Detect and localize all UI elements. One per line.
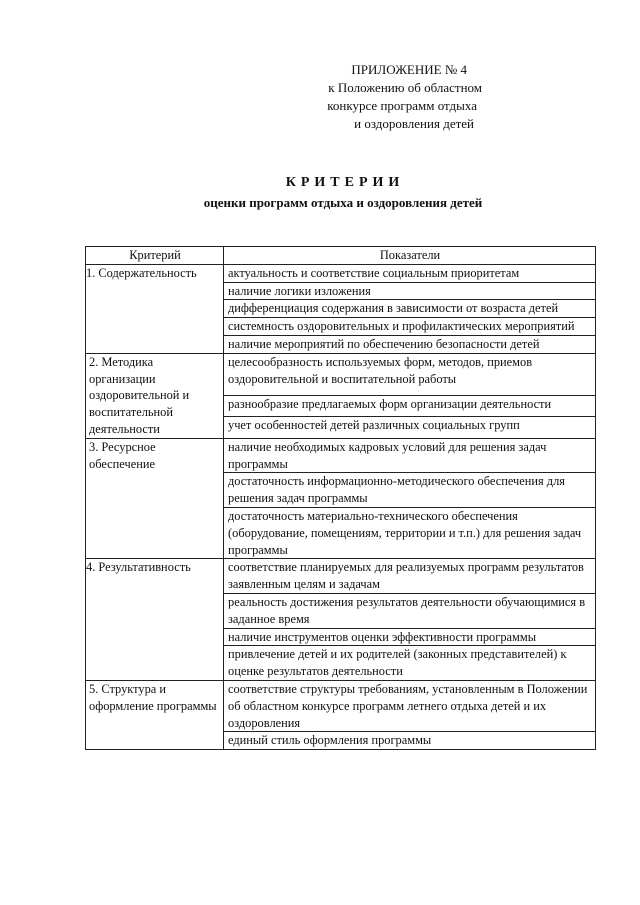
document-title: КРИТЕРИИ xyxy=(285,175,405,190)
indicator-cell: учет особенностей детей различных социальных групп xyxy=(224,417,596,439)
indicator-cell: единый стиль оформления программы xyxy=(224,732,596,750)
table-row xyxy=(86,438,596,473)
criterion-cell: 5. Структура и оформление программы xyxy=(86,680,224,749)
indicator-cell: наличие инструментов оценки эффективности программы xyxy=(224,628,596,646)
table-row xyxy=(86,264,596,282)
appendix-heading xyxy=(0,61,482,133)
criterion-cell: 1. Содержательность xyxy=(86,264,224,353)
appendix-ref-line: и оздоровления детей xyxy=(354,116,474,131)
criterion-cell: 3. Ресурсное обеспечение xyxy=(86,438,224,559)
indicator-cell: актуальность и соответствие социальным приоритетам xyxy=(224,264,596,282)
criterion-cell: 2. Методика организации оздоровительной и воспитательной деятельности xyxy=(86,353,224,438)
header-criterion: Критерий xyxy=(86,247,224,265)
indicator-cell: системность оздоровительных и профилактических мероприятий xyxy=(224,318,596,336)
table-header-row xyxy=(86,247,596,265)
indicator-cell: достаточность информационно-методического обеспечения для решения задач программы xyxy=(224,473,596,508)
criterion-cell: 4. Результативность xyxy=(86,559,224,681)
appendix-number: ПРИЛОЖЕНИЕ № 4 xyxy=(351,62,467,77)
document-subtitle: оценки программ отдыха и оздоровления детей xyxy=(203,195,483,210)
indicator-cell: наличие логики изложения xyxy=(224,282,596,300)
indicator-cell: целесообразность используемых форм, методов, приемов оздоровительной и воспитательной работы xyxy=(224,353,596,395)
appendix-ref-line: конкурсе программ отдыха xyxy=(327,98,477,113)
appendix-ref-line: к Положению об областном xyxy=(328,80,482,95)
table-row xyxy=(86,559,596,594)
indicator-cell: соответствие планируемых для реализуемых программ результатов заявленным целям и задачам xyxy=(224,559,596,594)
indicator-cell: наличие необходимых кадровых условий для решения задач программы xyxy=(224,438,596,473)
indicator-cell: достаточность материально-технического обеспечения (оборудование, помещениям, территории и т.п.) для решения задач программы xyxy=(224,507,596,558)
indicator-cell: соответствие структуры требованиям, установленным в Положении об областном конкурсе программ летнего отдыха детей и их оздоровления xyxy=(224,680,596,731)
indicator-cell: привлечение детей и их родителей (законных представителей) к оценке результатов деятельности xyxy=(224,646,596,681)
indicator-cell: наличие мероприятий по обеспечению безопасности детей xyxy=(224,335,596,353)
indicator-cell: реальность достижения результатов деятельности обучающимися в заданное время xyxy=(224,593,596,628)
table-row xyxy=(86,353,596,395)
indicator-cell: разнообразие предлагаемых форм организации деятельности xyxy=(224,395,596,417)
header-indicators: Показатели xyxy=(224,247,596,265)
criteria-table xyxy=(85,246,596,750)
table-row xyxy=(86,680,596,731)
indicator-cell: дифференциация содержания в зависимости от возраста детей xyxy=(224,300,596,318)
